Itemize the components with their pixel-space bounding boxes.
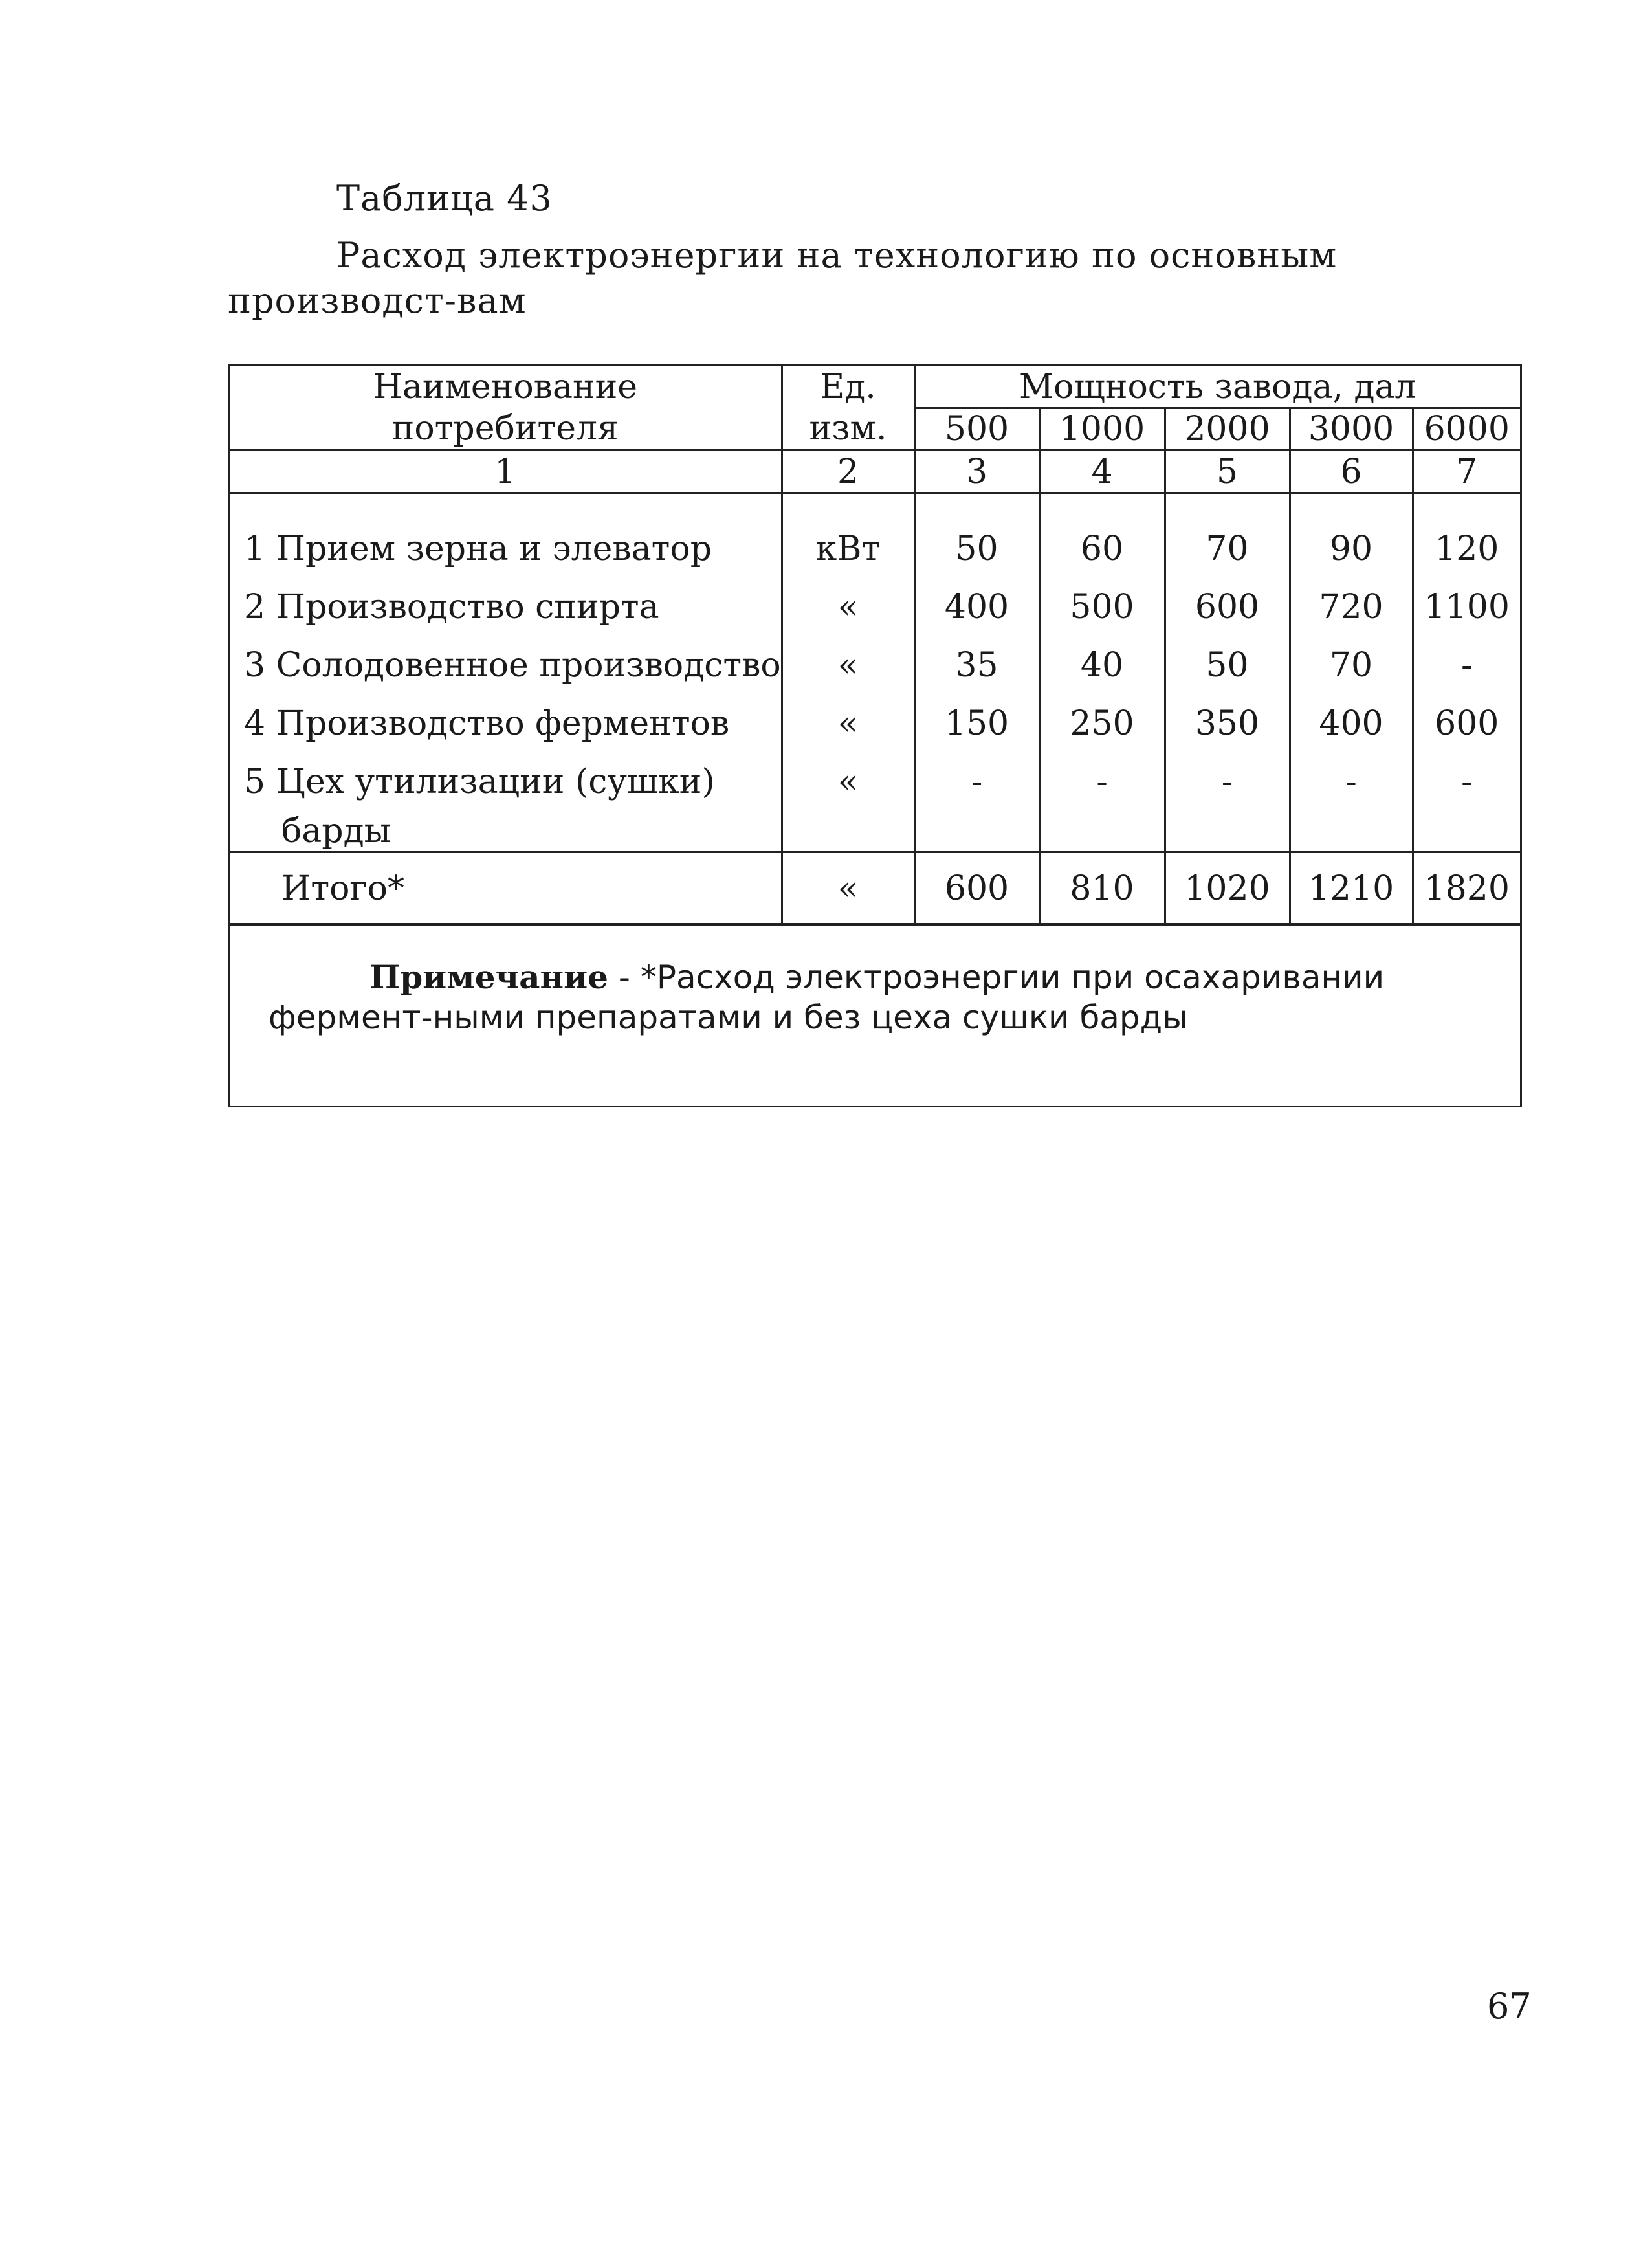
column-number: 4: [1039, 450, 1165, 493]
cell-value: 90: [1329, 529, 1373, 568]
table-label: Таблица 43: [336, 178, 553, 219]
column-number: 5: [1165, 450, 1290, 493]
total-value: 1020: [1165, 852, 1290, 925]
column-number: 7: [1413, 450, 1520, 493]
note-text: - *Расход электроэнергии при осахаривании фермент-ными препаратами и без цеха сушки барды: [269, 959, 1385, 1036]
note-label: Примечание: [369, 958, 608, 996]
unit-value: «: [837, 646, 859, 685]
total-value: 1820: [1413, 852, 1520, 925]
unit-column: [782, 493, 914, 852]
column-number: 3: [914, 450, 1039, 493]
column-number: 2: [782, 450, 914, 493]
cell-value: 400: [944, 588, 1009, 627]
cell-value: 600: [1195, 588, 1260, 627]
header-unit: Ед. изм.: [782, 366, 914, 450]
unit-value: «: [837, 588, 859, 627]
unit-value: кВт: [815, 529, 881, 568]
power-consumption-table: [228, 364, 1522, 1107]
total-label: Итого*: [230, 852, 782, 925]
cell-value: 720: [1319, 588, 1383, 627]
total-unit: «: [782, 852, 914, 925]
consumer-name: 2 Производство спирта: [244, 588, 659, 627]
header-capacity-value: 6000: [1413, 408, 1520, 450]
capacity-6000-column: [1413, 493, 1520, 852]
consumer-name-continued: барды: [281, 812, 391, 850]
header-capacity-value: 2000: [1165, 408, 1290, 450]
cell-value: 250: [1070, 704, 1134, 743]
cell-value: 150: [944, 704, 1009, 743]
page-number: 67: [1487, 1986, 1532, 2027]
cell-value: 350: [1195, 704, 1260, 743]
column-number: 1: [230, 450, 782, 493]
unit-value: «: [837, 762, 859, 801]
cell-value: -: [1460, 646, 1473, 685]
column-number: 6: [1290, 450, 1413, 493]
header-name: Наименование потребителя: [230, 366, 782, 450]
cell-value: 60: [1080, 529, 1124, 568]
header-capacity-value: 1000: [1039, 408, 1165, 450]
cell-value: 50: [1206, 646, 1249, 685]
consumer-name: 5 Цех утилизации (сушки): [244, 762, 715, 801]
cell-value: -: [1096, 762, 1108, 801]
cell-value: 70: [1206, 529, 1249, 568]
header-capacity-value: 3000: [1290, 408, 1413, 450]
consumer-name: 4 Производство ферментов: [244, 704, 730, 743]
capacity-1000-column: [1039, 493, 1165, 852]
cell-value: 50: [955, 529, 998, 568]
header-capacity-value: 500: [914, 408, 1039, 450]
capacity-3000-column: [1290, 493, 1413, 852]
table-title: Расход электроэнергии на технологию по основным производст-вам: [228, 235, 1338, 321]
total-row: [230, 852, 1520, 925]
cell-value: 1100: [1424, 588, 1510, 627]
cell-value: 600: [1435, 704, 1499, 743]
cell-value: 400: [1319, 704, 1383, 743]
note: [230, 957, 1520, 1038]
cell-value: 70: [1329, 646, 1373, 685]
consumer-names-column: [230, 493, 782, 852]
total-value: 600: [914, 852, 1039, 925]
cell-value: -: [971, 762, 983, 801]
cell-value: 35: [955, 646, 998, 685]
capacity-500-column: [914, 493, 1039, 852]
cell-value: 500: [1070, 588, 1134, 627]
note-section: [230, 923, 1520, 1106]
cell-value: 120: [1435, 529, 1499, 568]
consumer-name: 1 Прием зерна и элеватор: [244, 529, 712, 568]
consumer-name: 3 Солодовенное производство: [244, 646, 781, 685]
capacity-2000-column: [1165, 493, 1290, 852]
cell-value: -: [1345, 762, 1357, 801]
total-value: 810: [1039, 852, 1165, 925]
cell-value: -: [1460, 762, 1473, 801]
header-capacity: Мощность завода, дал: [914, 366, 1520, 408]
cell-value: 40: [1080, 646, 1124, 685]
total-value: 1210: [1290, 852, 1413, 925]
cell-value: -: [1221, 762, 1233, 801]
unit-value: «: [837, 704, 859, 743]
